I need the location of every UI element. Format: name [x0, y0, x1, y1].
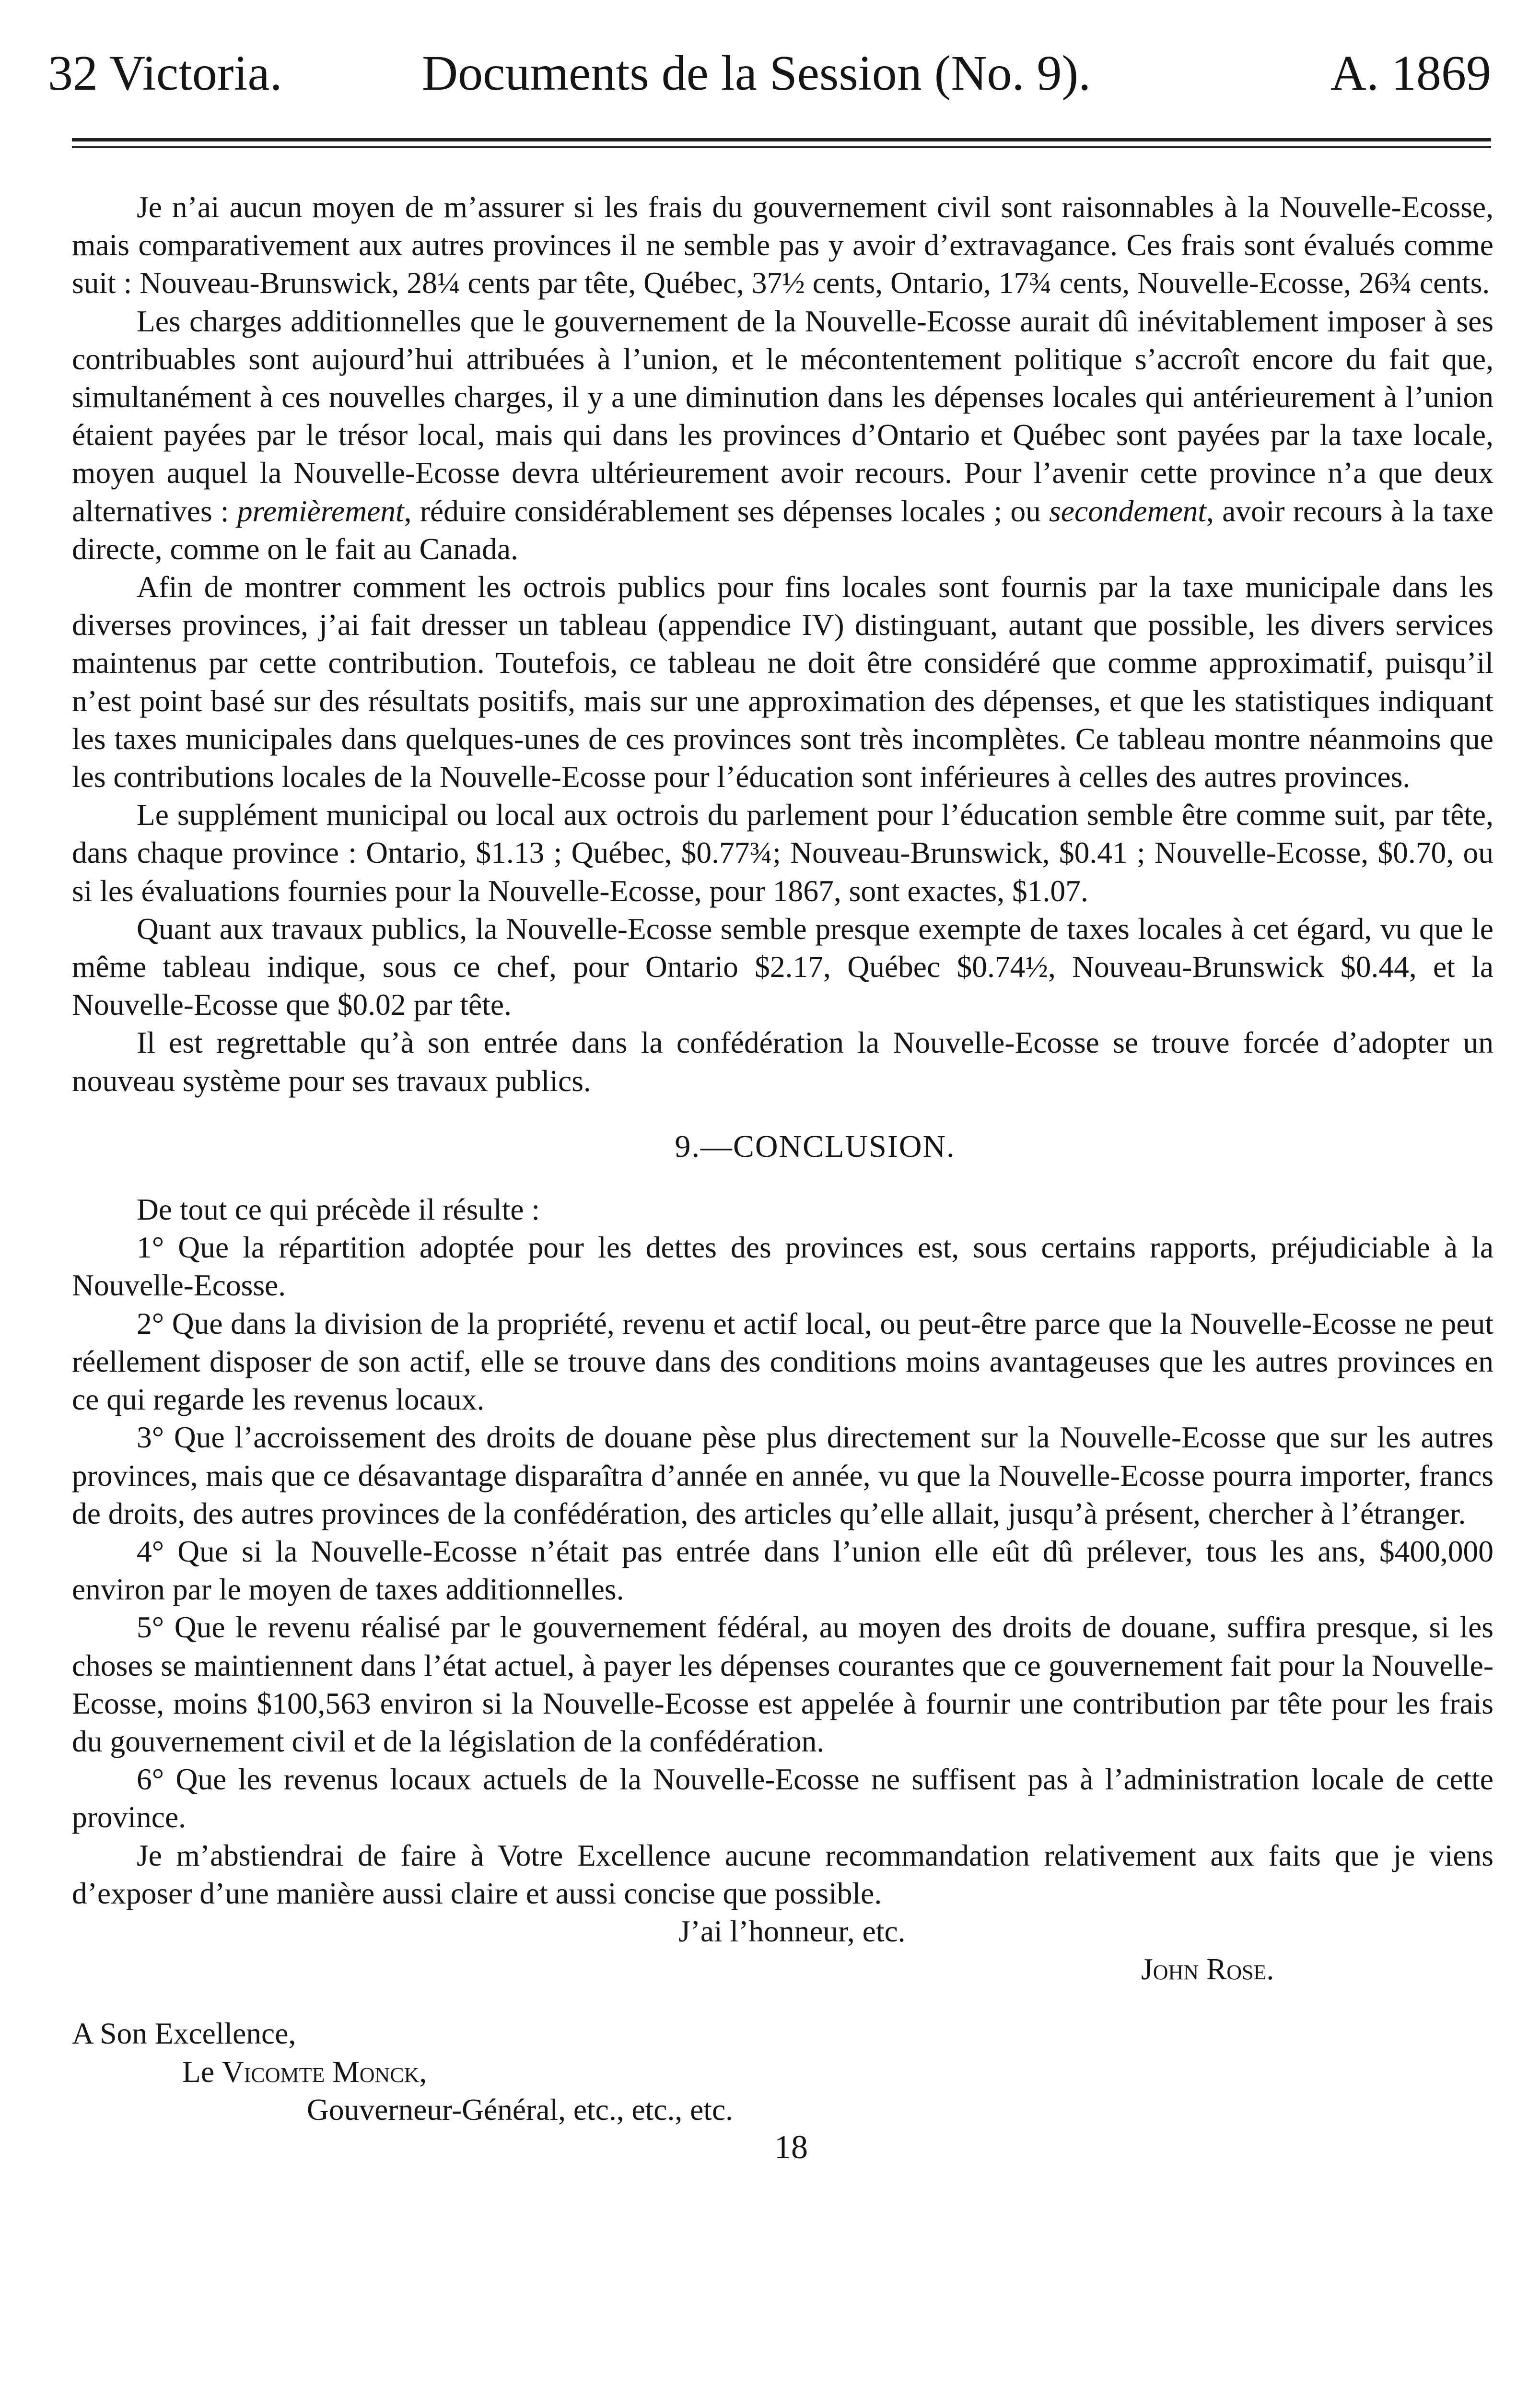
- address-line: Gouverneur-Général, etc., etc., etc.: [307, 2092, 733, 2127]
- paragraph: Je n’ai aucun moyen de m’assurer si les frais du gouvernement civil sont raisonnables à la Nouvelle-Ecosse, mais comparativement aux autres provinces il ne semble pas y avoir d’extravagance. Ces frais sont évalués comme suit : Nouveau-Brunswick, 28¼ cents par tête, Québec, 37½ cents, Ontario, 17¾ cents, Nouvelle-Ecosse, 26¾ cents.: [72, 190, 1493, 300]
- conclusion-item: 1° Que la répartition adoptée pour les dettes des provinces est, sous certains rapports, préjudiciable à la Nouvelle-Ecosse.: [72, 1230, 1493, 1303]
- emphasis: premièrement: [237, 494, 404, 528]
- emphasis: secondement: [1049, 494, 1207, 528]
- header-year: A. 1869: [1330, 46, 1491, 101]
- header-rule-thin: [72, 146, 1491, 148]
- page-header: [48, 37, 1491, 109]
- paragraph: Le supplément municipal ou local aux octrois du parlement pour l’éducation semble être comme suit, par tête, dans chaque province : Ontario, $1.13 ; Québec, $0.77¾; Nouveau-Brunswick, $0.41 ; Nouvelle-Ecosse, $0.70, ou si les évaluations fournies pour la Nouvelle-Ecosse, pour 1867, sont exactes, $1.07.: [72, 798, 1493, 908]
- paragraph: Quant aux travaux publics, la Nouvelle-Ecosse semble presque exempte de taxes locales à cet égard, vu que le même tableau indique, sous ce chef, pour Ontario $2.17, Québec $0.74½, Nouveau-Brunswick $0.44, et la Nouvelle-Ecosse que $0.02 par tête.: [72, 911, 1493, 1022]
- closing-salutation: J’ai l’honneur, etc.: [678, 1914, 906, 1948]
- paragraph-text: Les charges additionnelles que le gouvernement de la Nouvelle-Ecosse aurait dû inévitablement imposer à ses contribuables sont aujourd’hui attribuées à l’union, et le mécontentement politique s’accroît encore du fait que, simultanément à ces nouvelles charges, il y a une diminution dans les dépenses locales qui antérieurement à l’union étaient payées par le trésor local, mais qui dans les provinces d’Ontario et Québec sont payées par la taxe locale, moyen auquel la Nouvelle-Ecosse devra ultérieurement avoir recours. Pour l’avenir cette province n’a que deux alternatives :: [72, 304, 1493, 528]
- conclusion-item: 6° Que les revenus locaux actuels de la Nouvelle-Ecosse ne suffisent pas à l’administration locale de cette province.: [72, 1762, 1493, 1834]
- conclusion-intro: De tout ce qui précède il résulte :: [137, 1192, 540, 1227]
- header-rule-thick: [72, 138, 1491, 141]
- conclusion-item: 3° Que l’accroissement des droits de douane pèse plus directement sur la Nouvelle-Ecosse que sur les autres provinces, mais que ce désavantage disparaîtra d’année en année, vu que la Nouvelle-Ecosse pourra importer, francs de droits, des autres provinces de la confédération, des articles qu’elle allait, jusqu’à présent, chercher à l’étranger.: [72, 1420, 1493, 1530]
- conclusion-item: 2° Que dans la division de la propriété, revenu et actif local, ou peut-être parce que la Nouvelle-Ecosse ne peut réellement disposer de son actif, elle se trouve dans des conditions moins avantageuses que les autres provinces en ce qui regarde les revenus locaux.: [72, 1306, 1493, 1417]
- paragraph-text: , réduire considérablement ses dépenses locales ; ou: [404, 494, 1041, 528]
- header-volume: 32 Victoria.: [48, 46, 282, 101]
- address-line: A Son Excellence,: [72, 2016, 296, 2051]
- addressee-name: Vicomte Monck,: [222, 2054, 427, 2089]
- conclusion-item: 5° Que le revenu réalisé par le gouvernement fédéral, au moyen des droits de douane, suffira presque, si les choses se maintiennent dans l’état actuel, à payer les dépenses courantes que ce gouvernement fait pour la Nouvelle-Ecosse, moins $100,563 environ si la Nouvelle-Ecosse est appelée à fournir une contribution par tête pour les frais du gouvernement civil et de la législation de la confédération.: [72, 1610, 1493, 1758]
- address-line: [72, 2053, 1493, 2091]
- closing-paragraph: Je m’abstiendrai de faire à Votre Excellence aucune recommandation relativement aux faits que je viens d’exposer d’une manière aussi claire et aussi concise que possible.: [72, 1838, 1493, 1910]
- section-title: 9.—CONCLUSION.: [675, 1128, 956, 1164]
- document-body: [72, 188, 1493, 2166]
- header-title: Documents de la Session (No. 9).: [422, 46, 1091, 101]
- page-number: 18: [774, 2128, 808, 2166]
- paragraph: Afin de montrer comment les octrois publics pour fins locales sont fournis par la taxe municipale dans les diverses provinces, j’ai fait dresser un tableau (appendice IV) distinguant, autant que possible, les divers services maintenus par cette contribution. Toutefois, ce tableau ne doit être considéré que comme approximatif, puisqu’il n’est point basé sur des résultats positifs, mais sur une approximation des dépenses, et que les statistiques indiquant les taxes municipales dans quelques-unes de ces provinces sont très incomplètes. Ce tableau montre néanmoins que les contributions locales de la Nouvelle-Ecosse pour l’éducation sont inférieures à celles des autres provinces.: [72, 570, 1493, 794]
- paragraph-text: , avoir recours à la taxe directe, comme on le fait au Canada.: [72, 494, 1494, 566]
- signature-name: John Rose.: [1141, 1952, 1274, 1987]
- paragraph: Il est regrettable qu’à son entrée dans la confédération la Nouvelle-Ecosse se trouve forcée d’adopter un nouveau système pour ses travaux publics.: [72, 1025, 1493, 1098]
- conclusion-item: 4° Que si la Nouvelle-Ecosse n’était pas entrée dans l’union elle eût dû prélever, tous les ans, $400,000 environ par le moyen de taxes additionnelles.: [72, 1534, 1493, 1607]
- address-prefix: Le: [182, 2054, 214, 2089]
- paragraph: [72, 302, 1493, 568]
